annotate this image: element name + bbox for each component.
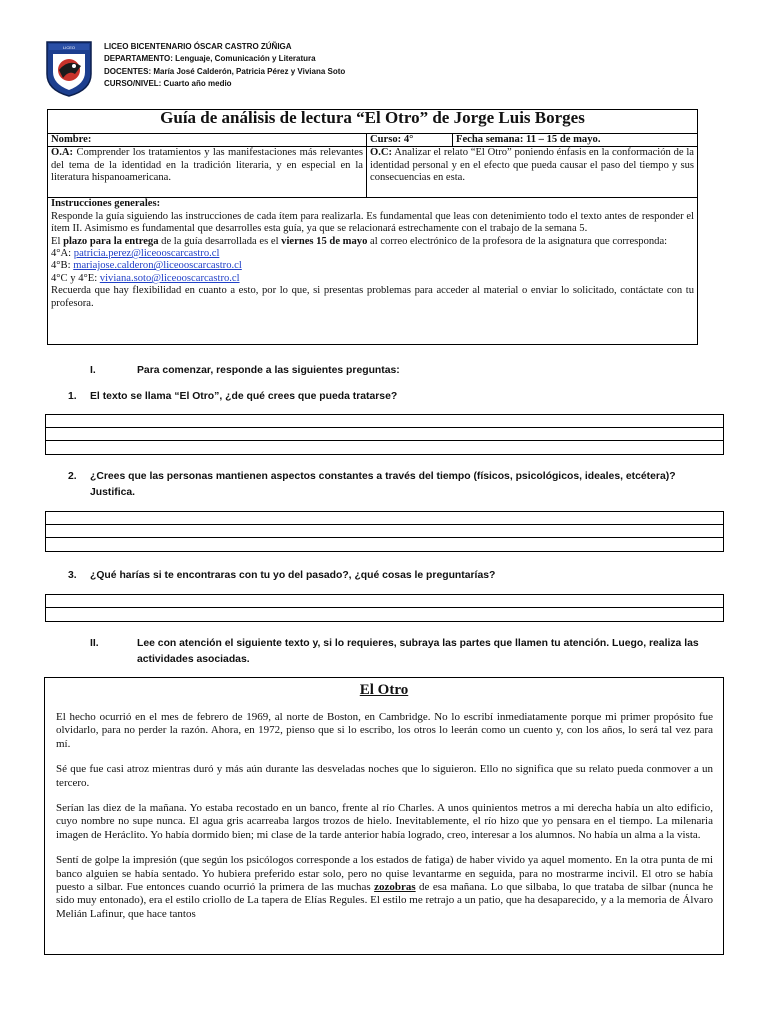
- oc-text: Analizar el relato “El Otro” poniendo énfasis en la conformación de la identidad personal y en el efecto que pueda causar el paso del tiempo y sus consecuencias en esta.: [370, 147, 694, 184]
- teachers: DOCENTES: María José Calderón, Patricia Pérez y Viviana Soto: [104, 66, 346, 76]
- email-row-4a: 4°A: patricia.perez@liceooscarcastro.cl: [51, 248, 220, 260]
- learning-objective: [48, 147, 367, 198]
- deadline-date: viernes 15 de mayo: [281, 235, 368, 247]
- story-box: [44, 677, 724, 955]
- section-1-numeral: I.: [90, 365, 96, 376]
- question-2-number: 2.: [68, 471, 77, 482]
- guide-title: Guía de análisis de lectura “El Otro” de Jorge Luis Borges: [48, 110, 698, 134]
- story-paragraph-1: El hecho ocurrió en el mes de febrero de 1969, al norte de Boston, en Cambridge. No lo escribí inmediatamente porque mi primer propósito fue olvidarlo, para no perder la razón. Ahora, en 1972, pienso que si lo escribo, los otros lo leerán como un cuento y, con los años, lo será tal vez para mí.: [56, 711, 713, 750]
- email-row-4c4e: 4°C y 4°E: viviana.soto@liceooscarcastro.cl: [51, 272, 240, 284]
- story-paragraph-3: Serían las diez de la mañana. Yo estaba recostado en un banco, frente al río Charles. A unos quinientos metros a mi derecha había un alto edificio, cuyo nombre no supe nunca. El agua gris acarreaba largos trozos de hielo. Inevitablemente, el río hizo que yo pensara en el tiempo. La milenaria imagen de Heráclito. Yo había dormido bien; mi clase de la tarde anterior había logrado, creo, interesar a los alumnos. No había un alma a la vista.: [56, 802, 713, 841]
- question-2-text: ¿Crees que las personas mantienen aspectos constantes a través del tiempo (físicos, psicológicos, ideales, etcétera)? Justifica.: [90, 471, 676, 498]
- story-paragraph-2: Sé que fue casi atroz mientras duró y más aún durante las desveladas noches que lo siguieron. Ello no significa que su relato pueda conmover a un tercero.: [56, 763, 713, 789]
- section-2-numeral: II.: [90, 638, 99, 649]
- deadline-text: El plazo para la entrega de la guía desarrollada es el viernes 15 de mayo al correo electrónico de la profesora de la asignatura que corresponda:: [51, 235, 668, 247]
- school-crest-icon: [45, 40, 93, 98]
- oa-label: O.A:: [51, 147, 74, 159]
- email-link-4b[interactable]: mariajose.calderon@liceooscarcastro.cl: [73, 260, 242, 272]
- email-link-4c4e[interactable]: viviana.soto@liceooscarcastro.cl: [99, 272, 240, 284]
- underlined-word: zozobras: [374, 881, 416, 894]
- oa-text: Comprender los tratamientos y las manifestaciones más relevantes del tema de la identidad en la tradición literaria, y en especial en la literatura hispanoamericana.: [51, 147, 363, 184]
- svg-text:LICEO: LICEO: [62, 45, 76, 50]
- section-1-heading: Para comenzar, responde a las siguientes preguntas:: [137, 365, 400, 376]
- course-field: Curso: 4°: [367, 134, 453, 147]
- question-3-text: ¿Qué harías si te encontraras con tu yo del pasado?, ¿qué cosas le preguntarías?: [90, 570, 496, 581]
- guide-info-table: [47, 109, 698, 345]
- week-field: Fecha semana: 11 – 15 de mayo.: [453, 134, 698, 147]
- section-2-heading: Lee con atención el siguiente texto y, si lo requieres, subraya las partes que llamen tu atención. Luego, realiza las actividades asociadas.: [137, 638, 699, 665]
- question-3-number: 3.: [68, 570, 77, 581]
- question-1-text: El texto se llama “El Otro”, ¿de qué crees que pueda tratarse?: [90, 391, 398, 402]
- question-1-number: 1.: [68, 391, 77, 402]
- instructions-cell: [48, 198, 698, 345]
- content-objective: [367, 147, 698, 198]
- oc-label: O.C:: [370, 147, 393, 159]
- school-header: [104, 41, 345, 91]
- deadline-bold: plazo para la entrega: [63, 235, 159, 247]
- story-paragraph-4: Sentí de golpe la impresión (que según los psicólogos corresponde a los estados de fatiga) de haber vivido ya aquel momento. En la otra punta de mi banco alguien se había sentado. Yo hubiera preferido estar solo, pero no quise levantarme en seguida, para no mostrarme incivil. El otro se había puesto a silbar. Fue entonces cuando ocurrió la primera de las muchas zozobras de esa mañana. Lo que silbaba, lo que trataba de silbar (nunca he sido muy entonado), era el estilo criollo de La tapera de Elías Regules. El estilo me retrajo a un patio, que ha desaparecido, y a la memoria de Álvaro Melián Lafinur, que hace tantos: [56, 854, 713, 920]
- answer-lines-3[interactable]: [45, 594, 724, 622]
- answer-lines-2[interactable]: [45, 511, 724, 552]
- email-link-4a[interactable]: patricia.perez@liceooscarcastro.cl: [73, 248, 220, 260]
- email-row-4b: 4°B: mariajose.calderon@liceooscarcastro.cl: [51, 260, 242, 272]
- course-level: CURSO/NIVEL: Cuarto año medio: [104, 79, 232, 89]
- instructions-text: Responde la guía siguiendo las instrucciones de cada ítem para realizarla. Es fundamental que leas con detenimiento todo el texto antes de responder el ítem II. Asimismo es fundamental que desarrolles esta guía, ya que se relacionará estrechamente con el trabajo de la semana 5.: [51, 210, 694, 235]
- answer-lines-1[interactable]: [45, 414, 724, 455]
- story-title: El Otro: [359, 682, 409, 698]
- instructions-label: Instrucciones generales:: [51, 198, 161, 210]
- name-field[interactable]: Nombre:: [48, 134, 367, 147]
- school-name: LICEO BICENTENARIO ÓSCAR CASTRO ZÚÑIGA: [104, 42, 292, 51]
- flexibility-text: Recuerda que hay flexibilidad en cuanto a esto, por lo que, si presentas problemas para acceder al material o enviar lo solicitado, contáctate con tu profesora.: [51, 285, 694, 309]
- department: DEPARTAMENTO: Lenguaje, Comunicación y Literatura: [104, 54, 316, 64]
